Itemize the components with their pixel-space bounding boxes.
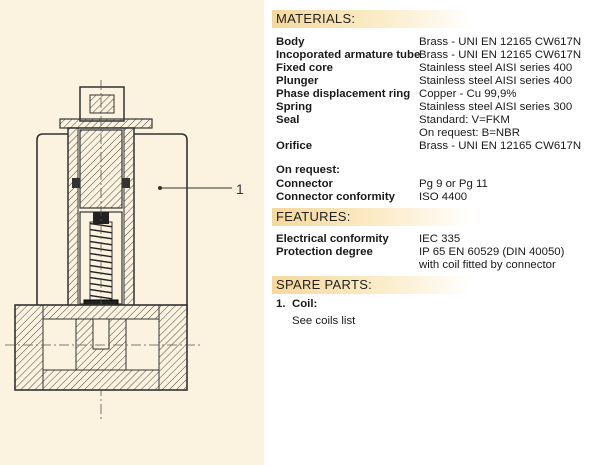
spare-part-item: Coil: (292, 298, 318, 310)
specification-panel: MATERIALS: Body Brass - UNI EN 12165 CW617N Incoporated armature tube Brass - UNI EN 12165 CW617N Fixed core Stainless steel AISI series 400 Plunger Stainless steel AISI series 400 Phase displacement ring Copper - Cu 99,9% Spring Stainless steel AISI series 300 Seal Standard: V=FKM On request: B=NBR Orifice Brass - UNI EN 12165 CW617N On request: Connector Pg 9 or Pg 11 Connector conformity ISO 4400 FEATURES: Electrical conformity IEC 335 Protection degree IP 65 EN 60529 (DIN 40050) with coil fitted by connector SPARE PARTS: 1. Coil: See coils list (264, 0, 610, 465)
spare-part-note: See coils list (292, 315, 356, 327)
top-washer (60, 119, 152, 128)
on-request-title: On request: (276, 164, 340, 176)
valve-drawing-panel (0, 0, 264, 465)
features-header: FEATURES: (272, 208, 472, 226)
materials-header: MATERIALS: (272, 10, 472, 28)
callout-number: 1 (236, 181, 244, 197)
spare-parts-header: SPARE PARTS: (272, 276, 472, 294)
valve-cross-section-drawing (0, 0, 264, 465)
spare-part-number: 1. (276, 298, 286, 310)
